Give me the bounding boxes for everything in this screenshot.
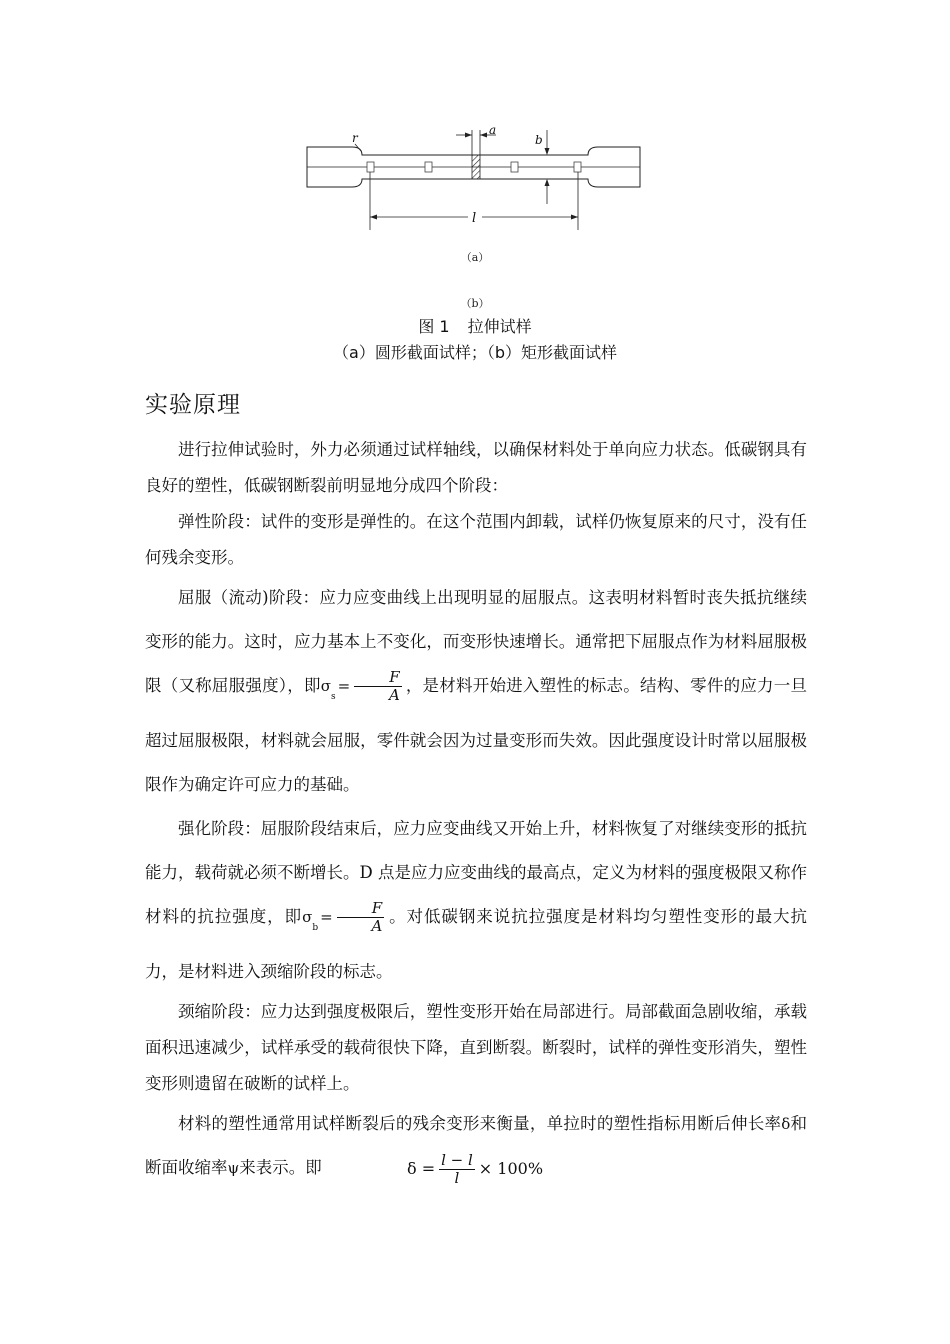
- subscript-s: s: [330, 692, 336, 702]
- paragraph-text: 材料的塑性通常用试样断裂后的残余变形来衡量，单拉时的塑性指标用断后伸长率: [178, 1114, 782, 1133]
- figure-title: [0, 314, 950, 337]
- delta-symbol: δ: [781, 1115, 791, 1133]
- tensile-fraction: [337, 900, 384, 935]
- paragraph: [145, 807, 807, 994]
- subscript-b: b: [312, 923, 319, 933]
- equals-sign: =: [337, 677, 351, 695]
- paragraph: 颈缩阶段：应力达到强度极限后，塑性变形开始在局部进行。局部截面急剧收缩，承载面积迅速减少，试样承受的载荷很快下降，直到断裂。断裂时，试样的弹性变形消失，塑性变形则遗留在破断的试样上。: [145, 1002, 807, 1093]
- fraction-denominator: A: [388, 686, 400, 704]
- figure-number: 图 1: [418, 317, 450, 336]
- paragraph-text: 。对低碳钢来说抗拉强度是材料均匀塑性变形的最大抗力，是材料进入颈缩阶段的标志。: [145, 907, 808, 981]
- figure-caption: （a）圆形截面试样；（b）矩形截面试样: [333, 343, 617, 362]
- figure-title-text: 拉伸试样: [467, 317, 532, 336]
- yield-fraction: [354, 669, 401, 704]
- paragraph-text: ，是材料开始进入塑性的标志。结构、零件的应力一旦超过屈服极限，材料就会屈服，零件就会因为过量变形而失效。因此强度设计时常以屈服极限作为确定许可应力的基础。: [145, 676, 808, 794]
- elongation-equation: [0, 1152, 950, 1187]
- label-l: l: [472, 211, 477, 226]
- label-a: a: [489, 123, 497, 137]
- label-r: r: [352, 131, 358, 145]
- tensile-specimen-diagram: [300, 118, 650, 233]
- hatched-section: [472, 155, 480, 179]
- sigma-symbol: σ: [302, 908, 313, 926]
- label-b: b: [535, 133, 543, 147]
- equation-lhs: δ =: [406, 1159, 436, 1178]
- fraction-numerator: F: [354, 669, 401, 687]
- equation-numerator: l − l: [441, 1151, 473, 1169]
- body-text: [145, 432, 807, 1190]
- fraction-numerator: F: [337, 900, 384, 918]
- equals-sign: =: [320, 908, 333, 926]
- equation-rhs: × 100%: [478, 1159, 544, 1178]
- paragraph-text: 来表示。即: [239, 1158, 322, 1177]
- paragraph-text: 强化阶段：屈服阶段结束后，应力应变曲线又开始上升，材料恢复了对继续变形的抵抗能力，载荷就必须不断增长。D 点是应力应变曲线的最高点，定义为材料的强度极限又称作材料的抗拉强度，即: [145, 819, 807, 926]
- paragraph: 进行拉伸试验时，外力必须通过试样轴线，以确保材料处于单向应力状态。低碳钢具有良好的塑性，低碳钢断裂前明显地分成四个阶段：: [145, 440, 807, 495]
- psi-symbol: ψ: [227, 1159, 240, 1177]
- gauge-mark: [574, 162, 581, 172]
- section-heading: 实验原理: [145, 392, 241, 418]
- subfigure-label-b: （b）: [460, 297, 490, 310]
- sigma-symbol: σ: [320, 677, 331, 695]
- equation-denominator: l: [454, 1169, 460, 1187]
- equation-fraction: [439, 1152, 475, 1187]
- fraction-denominator: A: [371, 917, 383, 935]
- gauge-mark: [425, 162, 432, 172]
- paragraph-text: 屈服（流动)阶段：应力应变曲线上出现明显的屈服点。这表明材料暂时丧失抵抗继续变形的能力。这时，应力基本上不变化，而变形快速增长。通常把下屈服点作为材料屈服极限（又称屈服强度），即: [145, 588, 807, 695]
- paragraph: 弹性阶段：试件的变形是弹性的。在这个范围内卸载，试样仍恢复原来的尺寸，没有任何残余变形。: [145, 512, 807, 567]
- gauge-mark: [511, 162, 518, 172]
- gauge-mark: [367, 162, 374, 172]
- paragraph: [145, 576, 807, 807]
- subfigure-label-a: （a）: [460, 251, 490, 264]
- paragraph-text: 和断面收缩率: [145, 1114, 808, 1177]
